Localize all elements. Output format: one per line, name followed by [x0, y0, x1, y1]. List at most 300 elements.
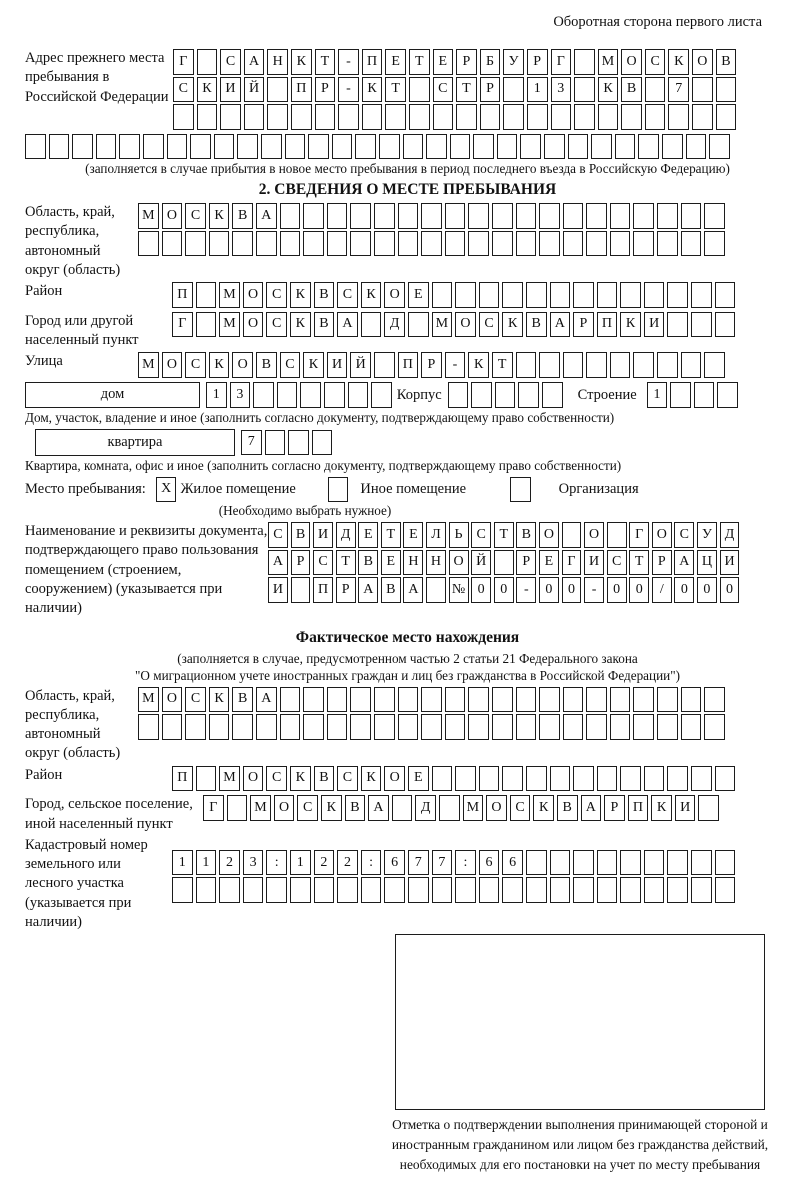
char-cell[interactable]: [445, 714, 466, 740]
char-cell[interactable]: Р: [480, 77, 501, 103]
char-cell[interactable]: К: [209, 687, 230, 713]
char-cell[interactable]: П: [313, 577, 333, 603]
char-cell[interactable]: [432, 766, 453, 792]
char-cell[interactable]: [539, 231, 560, 257]
char-cell[interactable]: [327, 203, 348, 229]
char-cell[interactable]: Р: [456, 49, 477, 75]
char-cell[interactable]: 7: [432, 850, 453, 876]
stay-option-organization-checkbox[interactable]: [506, 477, 535, 503]
char-cell[interactable]: [574, 104, 595, 130]
char-cell[interactable]: [280, 714, 301, 740]
char-cell[interactable]: Н: [267, 49, 288, 75]
char-cell[interactable]: [350, 687, 371, 713]
char-cell[interactable]: 7: [408, 850, 429, 876]
char-cell[interactable]: [563, 352, 584, 378]
char-cell[interactable]: [568, 134, 589, 160]
char-cell[interactable]: [620, 850, 641, 876]
char-cell[interactable]: О: [539, 522, 559, 548]
char-cell[interactable]: [610, 352, 631, 378]
char-cell[interactable]: Н: [403, 550, 423, 576]
char-cell[interactable]: А: [403, 577, 423, 603]
char-cell[interactable]: [384, 877, 405, 903]
char-cell[interactable]: Г: [203, 795, 224, 821]
char-cell[interactable]: [691, 850, 712, 876]
char-cell[interactable]: 0: [539, 577, 559, 603]
char-cell[interactable]: [670, 382, 691, 408]
char-cell[interactable]: С: [297, 795, 318, 821]
char-cell[interactable]: 2: [314, 850, 335, 876]
char-cell[interactable]: П: [398, 352, 419, 378]
char-cell[interactable]: Е: [385, 49, 406, 75]
char-cell[interactable]: [542, 382, 563, 408]
char-cell[interactable]: [633, 687, 654, 713]
char-cell[interactable]: [550, 877, 571, 903]
char-cell[interactable]: Т: [336, 550, 356, 576]
char-cell[interactable]: [350, 231, 371, 257]
char-cell[interactable]: [421, 231, 442, 257]
char-cell[interactable]: К: [361, 766, 382, 792]
char-cell[interactable]: [361, 312, 382, 338]
char-cell[interactable]: Р: [652, 550, 672, 576]
char-cell[interactable]: [644, 282, 665, 308]
char-cell[interactable]: [645, 104, 666, 130]
char-cell[interactable]: [398, 714, 419, 740]
char-cell[interactable]: С: [645, 49, 666, 75]
char-cell[interactable]: [327, 687, 348, 713]
char-cell[interactable]: [426, 577, 446, 603]
char-cell[interactable]: [716, 77, 737, 103]
char-cell[interactable]: [348, 382, 369, 408]
char-cell[interactable]: [586, 231, 607, 257]
char-cell[interactable]: О: [243, 312, 264, 338]
char-cell[interactable]: [644, 877, 665, 903]
char-cell[interactable]: [704, 231, 725, 257]
char-cell[interactable]: О: [232, 352, 253, 378]
char-cell[interactable]: [421, 687, 442, 713]
char-cell[interactable]: [362, 104, 383, 130]
char-cell[interactable]: [227, 795, 248, 821]
char-cell[interactable]: С: [433, 77, 454, 103]
char-cell[interactable]: М: [219, 766, 240, 792]
char-cell[interactable]: [615, 134, 636, 160]
char-cell[interactable]: [371, 382, 392, 408]
char-cell[interactable]: Г: [551, 49, 572, 75]
char-cell[interactable]: №: [449, 577, 469, 603]
char-cell[interactable]: [574, 49, 595, 75]
char-cell[interactable]: П: [628, 795, 649, 821]
char-cell[interactable]: [209, 231, 230, 257]
char-cell[interactable]: К: [290, 766, 311, 792]
char-cell[interactable]: [539, 714, 560, 740]
stay-option-residential-checkbox[interactable]: [152, 477, 181, 503]
char-cell[interactable]: 6: [479, 850, 500, 876]
char-cell[interactable]: [657, 231, 678, 257]
char-cell[interactable]: [715, 312, 736, 338]
char-cell[interactable]: Е: [433, 49, 454, 75]
char-cell[interactable]: Т: [315, 49, 336, 75]
char-cell[interactable]: О: [162, 203, 183, 229]
char-cell[interactable]: М: [432, 312, 453, 338]
char-cell[interactable]: 0: [720, 577, 740, 603]
char-cell[interactable]: [610, 687, 631, 713]
char-cell[interactable]: Е: [403, 522, 423, 548]
char-cell[interactable]: [374, 352, 395, 378]
char-cell[interactable]: А: [244, 49, 265, 75]
char-cell[interactable]: [468, 203, 489, 229]
char-cell[interactable]: П: [291, 77, 312, 103]
char-cell[interactable]: К: [361, 282, 382, 308]
char-cell[interactable]: [455, 282, 476, 308]
char-cell[interactable]: [574, 77, 595, 103]
char-cell[interactable]: 6: [502, 850, 523, 876]
char-cell[interactable]: [633, 714, 654, 740]
char-cell[interactable]: Ц: [697, 550, 717, 576]
char-cell[interactable]: [138, 231, 159, 257]
char-cell[interactable]: Р: [315, 77, 336, 103]
char-cell[interactable]: [439, 795, 460, 821]
char-cell[interactable]: [237, 134, 258, 160]
char-cell[interactable]: [479, 877, 500, 903]
char-cell[interactable]: К: [651, 795, 672, 821]
char-cell[interactable]: О: [162, 352, 183, 378]
char-cell[interactable]: [681, 352, 702, 378]
char-cell[interactable]: [392, 795, 413, 821]
char-cell[interactable]: [266, 877, 287, 903]
char-cell[interactable]: [691, 282, 712, 308]
char-cell[interactable]: С: [185, 352, 206, 378]
char-cell[interactable]: [633, 231, 654, 257]
char-cell[interactable]: Г: [629, 522, 649, 548]
char-cell[interactable]: [432, 877, 453, 903]
char-cell[interactable]: П: [597, 312, 618, 338]
char-cell[interactable]: [638, 134, 659, 160]
char-cell[interactable]: М: [138, 203, 159, 229]
char-cell[interactable]: 7: [668, 77, 689, 103]
char-cell[interactable]: [190, 134, 211, 160]
char-cell[interactable]: [96, 134, 117, 160]
char-cell[interactable]: А: [268, 550, 288, 576]
char-cell[interactable]: М: [250, 795, 271, 821]
char-cell[interactable]: [196, 282, 217, 308]
char-cell[interactable]: Т: [381, 522, 401, 548]
char-cell[interactable]: 0: [607, 577, 627, 603]
char-cell[interactable]: 3: [243, 850, 264, 876]
char-cell[interactable]: О: [584, 522, 604, 548]
char-cell[interactable]: 0: [471, 577, 491, 603]
char-cell[interactable]: [374, 231, 395, 257]
char-cell[interactable]: 0: [629, 577, 649, 603]
char-cell[interactable]: [290, 877, 311, 903]
char-cell[interactable]: [544, 134, 565, 160]
char-cell[interactable]: [494, 550, 514, 576]
char-cell[interactable]: [138, 714, 159, 740]
char-cell[interactable]: [408, 312, 429, 338]
char-cell[interactable]: Р: [516, 550, 536, 576]
char-cell[interactable]: М: [138, 687, 159, 713]
char-cell[interactable]: [214, 134, 235, 160]
char-cell[interactable]: О: [449, 550, 469, 576]
char-cell[interactable]: [421, 714, 442, 740]
char-cell[interactable]: Г: [172, 312, 193, 338]
char-cell[interactable]: Т: [456, 77, 477, 103]
char-cell[interactable]: [232, 231, 253, 257]
char-cell[interactable]: [657, 352, 678, 378]
char-cell[interactable]: 3: [551, 77, 572, 103]
char-cell[interactable]: [692, 77, 713, 103]
char-cell[interactable]: [550, 766, 571, 792]
char-cell[interactable]: О: [274, 795, 295, 821]
char-cell[interactable]: К: [291, 49, 312, 75]
char-cell[interactable]: [620, 877, 641, 903]
char-cell[interactable]: О: [243, 282, 264, 308]
char-cell[interactable]: В: [516, 522, 536, 548]
char-cell[interactable]: Р: [336, 577, 356, 603]
char-cell[interactable]: С: [337, 766, 358, 792]
char-cell[interactable]: [300, 382, 321, 408]
char-cell[interactable]: [308, 134, 329, 160]
char-cell[interactable]: И: [313, 522, 333, 548]
char-cell[interactable]: 2: [337, 850, 358, 876]
char-cell[interactable]: [173, 104, 194, 130]
char-cell[interactable]: 1: [172, 850, 193, 876]
char-cell[interactable]: [633, 203, 654, 229]
char-cell[interactable]: [704, 714, 725, 740]
char-cell[interactable]: О: [486, 795, 507, 821]
char-cell[interactable]: [715, 282, 736, 308]
char-cell[interactable]: В: [526, 312, 547, 338]
char-cell[interactable]: [408, 877, 429, 903]
char-cell[interactable]: И: [584, 550, 604, 576]
char-cell[interactable]: [398, 203, 419, 229]
char-cell[interactable]: К: [209, 203, 230, 229]
char-cell[interactable]: [681, 231, 702, 257]
char-cell[interactable]: [691, 877, 712, 903]
char-cell[interactable]: [681, 687, 702, 713]
char-cell[interactable]: [196, 877, 217, 903]
char-cell[interactable]: [468, 231, 489, 257]
char-cell[interactable]: -: [445, 352, 466, 378]
char-cell[interactable]: И: [327, 352, 348, 378]
char-cell[interactable]: [644, 850, 665, 876]
char-cell[interactable]: К: [502, 312, 523, 338]
char-cell[interactable]: [450, 134, 471, 160]
char-cell[interactable]: К: [668, 49, 689, 75]
char-cell[interactable]: О: [455, 312, 476, 338]
char-cell[interactable]: С: [220, 49, 241, 75]
char-cell[interactable]: А: [581, 795, 602, 821]
char-cell[interactable]: -: [584, 577, 604, 603]
char-cell[interactable]: [209, 714, 230, 740]
char-cell[interactable]: [409, 104, 430, 130]
char-cell[interactable]: [503, 104, 524, 130]
char-cell[interactable]: [244, 104, 265, 130]
char-cell[interactable]: [445, 203, 466, 229]
char-cell[interactable]: [256, 714, 277, 740]
char-cell[interactable]: Д: [384, 312, 405, 338]
char-cell[interactable]: [455, 766, 476, 792]
char-cell[interactable]: [550, 282, 571, 308]
char-cell[interactable]: М: [219, 312, 240, 338]
char-cell[interactable]: [324, 382, 345, 408]
char-cell[interactable]: [185, 714, 206, 740]
char-cell[interactable]: С: [479, 312, 500, 338]
char-cell[interactable]: А: [256, 203, 277, 229]
char-cell[interactable]: Т: [385, 77, 406, 103]
char-cell[interactable]: [526, 877, 547, 903]
char-cell[interactable]: [492, 687, 513, 713]
char-cell[interactable]: [172, 877, 193, 903]
char-cell[interactable]: [303, 203, 324, 229]
char-cell[interactable]: [374, 714, 395, 740]
char-cell[interactable]: [573, 282, 594, 308]
char-cell[interactable]: 1: [647, 382, 668, 408]
char-cell[interactable]: К: [468, 352, 489, 378]
stay-option-other-checkbox[interactable]: [324, 477, 353, 503]
char-cell[interactable]: [280, 231, 301, 257]
char-cell[interactable]: М: [598, 49, 619, 75]
char-cell[interactable]: [597, 850, 618, 876]
char-cell[interactable]: [219, 877, 240, 903]
char-cell[interactable]: [315, 104, 336, 130]
char-cell[interactable]: [586, 203, 607, 229]
char-cell[interactable]: [550, 850, 571, 876]
char-cell[interactable]: В: [716, 49, 737, 75]
char-cell[interactable]: [350, 714, 371, 740]
char-cell[interactable]: [162, 231, 183, 257]
char-cell[interactable]: С: [337, 282, 358, 308]
char-cell[interactable]: [502, 766, 523, 792]
char-cell[interactable]: 1: [290, 850, 311, 876]
char-cell[interactable]: [303, 687, 324, 713]
char-cell[interactable]: Й: [244, 77, 265, 103]
char-cell[interactable]: [686, 134, 707, 160]
char-cell[interactable]: [385, 104, 406, 130]
char-cell[interactable]: [620, 282, 641, 308]
char-cell[interactable]: В: [358, 550, 378, 576]
char-cell[interactable]: [539, 352, 560, 378]
char-cell[interactable]: И: [220, 77, 241, 103]
char-cell[interactable]: 0: [562, 577, 582, 603]
char-cell[interactable]: В: [381, 577, 401, 603]
char-cell[interactable]: [597, 766, 618, 792]
char-cell[interactable]: [448, 382, 469, 408]
char-cell[interactable]: [119, 134, 140, 160]
char-cell[interactable]: [403, 134, 424, 160]
char-cell[interactable]: [197, 49, 218, 75]
char-cell[interactable]: [681, 203, 702, 229]
char-cell[interactable]: 1: [206, 382, 227, 408]
char-cell[interactable]: [610, 231, 631, 257]
char-cell[interactable]: [709, 134, 730, 160]
char-cell[interactable]: И: [720, 550, 740, 576]
char-cell[interactable]: И: [675, 795, 696, 821]
char-cell[interactable]: [280, 687, 301, 713]
char-cell[interactable]: [291, 104, 312, 130]
char-cell[interactable]: [288, 430, 309, 456]
char-cell[interactable]: [291, 577, 311, 603]
char-cell[interactable]: О: [384, 766, 405, 792]
char-cell[interactable]: [314, 877, 335, 903]
char-cell[interactable]: С: [510, 795, 531, 821]
char-cell[interactable]: [433, 104, 454, 130]
char-cell[interactable]: [704, 687, 725, 713]
char-cell[interactable]: [285, 134, 306, 160]
char-cell[interactable]: [374, 687, 395, 713]
char-cell[interactable]: [253, 382, 274, 408]
char-cell[interactable]: [445, 687, 466, 713]
char-cell[interactable]: [243, 877, 264, 903]
char-cell[interactable]: [220, 104, 241, 130]
char-cell[interactable]: К: [362, 77, 383, 103]
char-cell[interactable]: [432, 282, 453, 308]
char-cell[interactable]: [197, 104, 218, 130]
char-cell[interactable]: [455, 877, 476, 903]
char-cell[interactable]: В: [314, 766, 335, 792]
char-cell[interactable]: [692, 104, 713, 130]
char-cell[interactable]: [49, 134, 70, 160]
char-cell[interactable]: Й: [471, 550, 491, 576]
char-cell[interactable]: [256, 231, 277, 257]
char-cell[interactable]: :: [361, 850, 382, 876]
char-cell[interactable]: Д: [415, 795, 436, 821]
char-cell[interactable]: С: [280, 352, 301, 378]
char-cell[interactable]: [667, 850, 688, 876]
char-cell[interactable]: /: [652, 577, 672, 603]
char-cell[interactable]: [355, 134, 376, 160]
char-cell[interactable]: [563, 714, 584, 740]
char-cell[interactable]: А: [256, 687, 277, 713]
char-cell[interactable]: [492, 231, 513, 257]
char-cell[interactable]: 0: [697, 577, 717, 603]
char-cell[interactable]: Т: [629, 550, 649, 576]
char-cell[interactable]: С: [607, 550, 627, 576]
char-cell[interactable]: П: [172, 766, 193, 792]
char-cell[interactable]: -: [338, 77, 359, 103]
char-cell[interactable]: В: [621, 77, 642, 103]
char-cell[interactable]: [495, 382, 516, 408]
char-cell[interactable]: [657, 203, 678, 229]
char-cell[interactable]: П: [362, 49, 383, 75]
char-cell[interactable]: У: [503, 49, 524, 75]
char-cell[interactable]: [681, 714, 702, 740]
char-cell[interactable]: [143, 134, 164, 160]
char-cell[interactable]: [691, 766, 712, 792]
char-cell[interactable]: [715, 850, 736, 876]
char-cell[interactable]: [338, 104, 359, 130]
char-cell[interactable]: М: [138, 352, 159, 378]
char-cell[interactable]: [526, 282, 547, 308]
char-cell[interactable]: А: [337, 312, 358, 338]
char-cell[interactable]: [715, 766, 736, 792]
char-cell[interactable]: [657, 714, 678, 740]
char-cell[interactable]: С: [185, 687, 206, 713]
char-cell[interactable]: [468, 714, 489, 740]
char-cell[interactable]: Р: [604, 795, 625, 821]
char-cell[interactable]: :: [455, 850, 476, 876]
char-cell[interactable]: 6: [384, 850, 405, 876]
char-cell[interactable]: Б: [480, 49, 501, 75]
char-cell[interactable]: А: [674, 550, 694, 576]
char-cell[interactable]: Ь: [449, 522, 469, 548]
char-cell[interactable]: [303, 231, 324, 257]
char-cell[interactable]: [312, 430, 333, 456]
char-cell[interactable]: С: [266, 312, 287, 338]
char-cell[interactable]: [610, 203, 631, 229]
char-cell[interactable]: [715, 877, 736, 903]
char-cell[interactable]: [516, 687, 537, 713]
char-cell[interactable]: Р: [573, 312, 594, 338]
char-cell[interactable]: [704, 352, 725, 378]
